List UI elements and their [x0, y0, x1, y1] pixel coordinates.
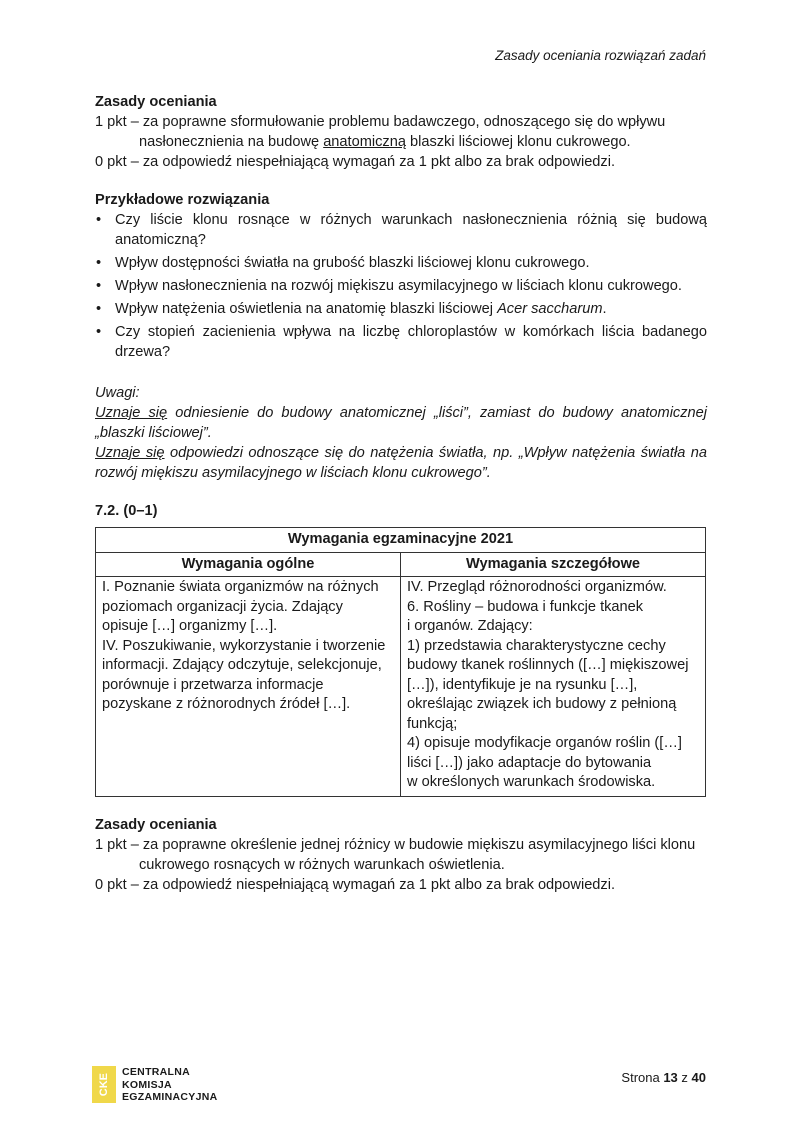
requirements-title: Wymagania egzaminacyjne 2021 [96, 528, 706, 553]
note-1: Uznaje się odniesienie do budowy anatomicznej „liści”, zamiast do budowy anatomicznej „blaszki liściowej”. [95, 405, 708, 441]
list-item: • Czy stopień zacienienia wpływa na liczbę chloroplastów w komórkach liścia badanego drzewa? [96, 324, 707, 360]
col-general-header: Wymagania ogólne [96, 552, 401, 577]
list-item: • Wpływ natężenia oświetlenia na anatomię blaszki liściowej Acer saccharum. [96, 301, 607, 317]
general-requirements-cell: I. Poznanie świata organizmów na różnych poziomach organizacji życia. Zdający opisuje […] organizmy […]. IV. Poszukiwanie, wykorzystanie i tworzenie informacji. Zdający odczytuje, selekcjonuje, porównuje i przetwarza informacje pozyskane z różnorodnych źródeł […]. [96, 577, 401, 797]
scoring-1pt-line2 [95, 132, 707, 152]
scoring2-1pt-line1: 1 pkt – za poprawne określenie jednej różnicy w budowie miękiszu asymilacyjnego liści klonu [95, 836, 696, 853]
list-item: • Czy liście klonu rosnące w różnych warunkach nasłonecznienia różnią się budową anatomiczną? [96, 212, 707, 248]
notes [95, 383, 707, 483]
scoring-heading-2: Zasady oceniania [95, 816, 217, 833]
page-number: Strona 13 z 40 [621, 1070, 706, 1085]
cke-logo [92, 1066, 218, 1104]
requirements-table [95, 527, 706, 797]
bullet-icon: • [96, 255, 102, 271]
examples-list [95, 210, 707, 362]
specific-requirements-cell: IV. Przegląd różnorodności organizmów. 6. Rośliny – budowa i funkcje tkanek i organów. Zdający: 1) przedstawia charakterystyczne cechy budowy tkanek roślinnych ([…] miękiszowej […]), identyfikuje je na rysunku […], określając związek ich budowy z pełnioną funkcją; 4) opisuje modyfikacje organów roślin ([…] liści […]) jako adaptacje do bytowania w określonych warunkach środowiska. [401, 577, 706, 797]
cke-logo-icon: CKE [92, 1066, 116, 1103]
scoring-0pt: 0 pkt – za odpowiedź niespełniającą wymagań za 1 pkt albo za brak odpowiedzi. [95, 154, 616, 170]
scoring-1pt-underlined: anatomiczną [323, 134, 406, 150]
scoring-1pt-text-a: nasłonecznienia na budowę [139, 134, 324, 150]
list-item: • Wpływ dostępności światła na grubość blaszki liściowej klonu cukrowego. [96, 255, 590, 271]
bullet-icon: • [96, 212, 102, 228]
scoring2-0pt: 0 pkt – za odpowiedź niespełniającą wymagań za 1 pkt albo za brak odpowiedzi. [95, 876, 616, 893]
note-2: Uznaje się odpowiedzi odnoszące się do natężenia światła, np. „Wpływ natężenia światła na rozwój miękiszu asymilacyjnego w liściach klonu cukrowego”. [95, 445, 707, 481]
page-content [95, 92, 707, 895]
bullet-icon: • [96, 278, 102, 294]
bullet-icon: • [96, 324, 102, 340]
cke-logo-text: CENTRALNA KOMISJA EGZAMINACYJNA [122, 1066, 218, 1103]
task-number: 7.2. (0–1) [95, 503, 158, 519]
scoring-1pt-line1: 1 pkt – za poprawne sformułowanie problemu badawczego, odnoszącego się do wpływu [95, 114, 666, 130]
scoring-1pt-text-b: blaszki liściowej klonu cukrowego. [405, 134, 631, 150]
scoring-heading: Zasady oceniania [95, 94, 217, 110]
notes-heading: Uwagi: [95, 385, 140, 401]
species-name: Acer saccharum [497, 301, 603, 317]
col-specific-header: Wymagania szczegółowe [401, 552, 706, 577]
page-header: Zasady oceniania rozwiązań zadań [495, 48, 706, 63]
examples-heading: Przykładowe rozwiązania [95, 192, 270, 208]
bullet-icon: • [96, 301, 102, 317]
scoring2-1pt-line2: cukrowego rosnących w różnych warunkach oświetlenia. [139, 856, 505, 873]
list-item: • Wpływ nasłonecznienia na rozwój miękiszu asymilacyjnego w liściach klonu cukrowego. [96, 278, 682, 294]
